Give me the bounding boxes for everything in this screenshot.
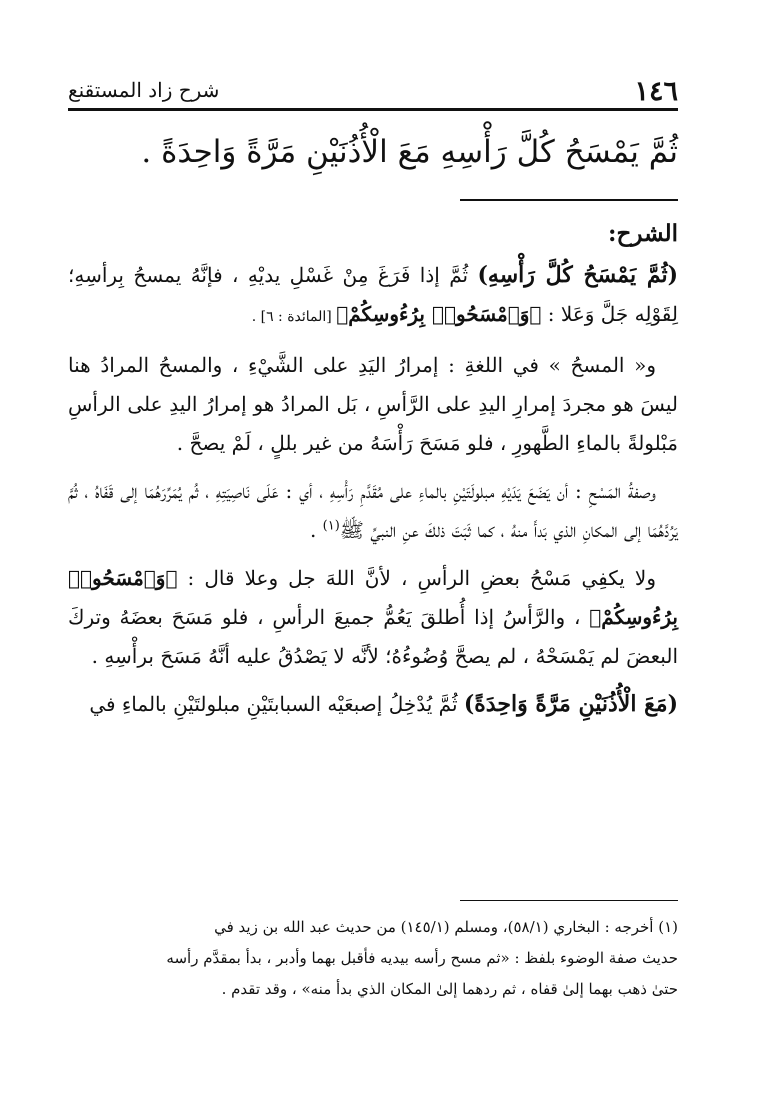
- paragraph-text: وصفةُ المَسْحِ : أن يَضَعَ يَدَيْهِ مبلولَتَيْنِ بالماءِ على مُقَدَّمِ رَأْسِهِ ، أي : عَلَى نَاصِيَتِهِ ، ثُم يُمَرِّرَهُمَا إلى قَفَاهُ ، ثُمَّ يَرُدَّهُمَا إلى المكانِ الذي بَدأَ منهُ ، كما ثَبَتَ ذلكَ عنِ النبيِّ ﷺ: [68, 479, 678, 542]
- footnote-line: حتىٰ ذهب بهما إلىٰ قفاه ، ثم ردهما إلىٰ المكان الذي بدأ منه» ، وقد تقدم .: [221, 980, 678, 998]
- paragraph-2: و« المسحُ » في اللغةِ : إمرارُ اليَدِ على الشَّيْءِ ، والمسحُ المرادُ هنا ليسَ هو مجردَ إمرارِ اليدِ على الرَّأسِ ، بَل المرادُ هو إمرارُ اليدِ على الرأسِ مَبْلولةً بالماءِ الطَّهورِ ، فلو مَسَحَ رَأْسَهُ من غير بللٍ ، لَمْ يصحَّ .: [68, 353, 678, 455]
- footnote: [68, 912, 678, 1005]
- paragraph-3: [68, 472, 678, 550]
- footnote-line: حديث صفة الوضوء بلفظ : «ثم مسح رأسه بيديه فأقبل بهما وأدبر ، بدأ بمقدَّم رأسه: [166, 949, 678, 967]
- matn-quote: (مَعَ الْأُذُنَيْنِ مَرَّةً وَاحِدَةً): [463, 691, 678, 717]
- paragraph-text: ثُمَّ إذا فَرَغَ مِنْ غَسْلِ يديْهِ ، فإنَّهُ يمسحُ بِرأسِهِ؛ لِقَوْلِه جَلَّ وَعَلا :: [68, 263, 678, 326]
- paragraph-end: .: [309, 518, 323, 542]
- matn-text: ثُمَّ يَمْسَحُ كُلَّ رَأْسِهِ مَعَ الْأُذُنَيْنِ مَرَّةً وَاحِدَةً .: [141, 134, 678, 170]
- footnote-line: (١) أخرجه : البخاري (٥٨/١)، ومسلم (١٤٥/١) من حديث عبد الله بن زيد في: [214, 918, 678, 936]
- quran-verse: ﴿وَٱمْسَحُوا۟ بِرُءُوسِكُمْ﴾: [336, 302, 542, 326]
- verse-reference: [المائدة : ٦] .: [251, 309, 337, 325]
- paragraph-text: ولا يكفِي مَسْحُ بعضِ الرأسِ ، لأنَّ اللهَ جل وعلا قال :: [177, 566, 656, 590]
- paragraph-text: ثُمَّ يُدْخِلُ إصبعَيْه السبابتَيْنِ مبلولتَيْنِ بالماءِ في: [89, 692, 464, 716]
- matn-quote: (ثُمَّ يَمْسَحُ كُلَّ رَأْسِهِ): [477, 262, 678, 288]
- paragraph-text-continued: ، والرَّأسُ إذا أُطلقَ يَعُمُّ جميعَ الرأسِ ، فلو مَسَحَ بعضَهُ وتركَ البعضَ لم يَمْسَحْهُ ، لم يصحَّ وُضُوءُهُ؛ لأنَّه لا يَصْدُقُ عليه أنَّهُ مَسَحَ برأْسِهِ .: [68, 605, 678, 668]
- commentary-body: [68, 214, 678, 733]
- quran-verse: ﴿وَٱمْسَحُوا۟ بِرُءُوسِكُمْ﴾: [68, 566, 678, 629]
- footnote-marker[interactable]: (١): [322, 518, 340, 534]
- matn-divider: [460, 199, 678, 201]
- page-number: ١٤٦: [634, 76, 678, 107]
- footnote-divider: [460, 900, 678, 901]
- paragraph-4: [68, 559, 678, 676]
- page-header: [68, 74, 678, 111]
- paragraph-1: [68, 256, 678, 337]
- paragraph-5: [68, 685, 678, 724]
- sharh-heading: الشرح:: [608, 220, 678, 247]
- running-title: شرح زاد المستقنع: [68, 78, 220, 102]
